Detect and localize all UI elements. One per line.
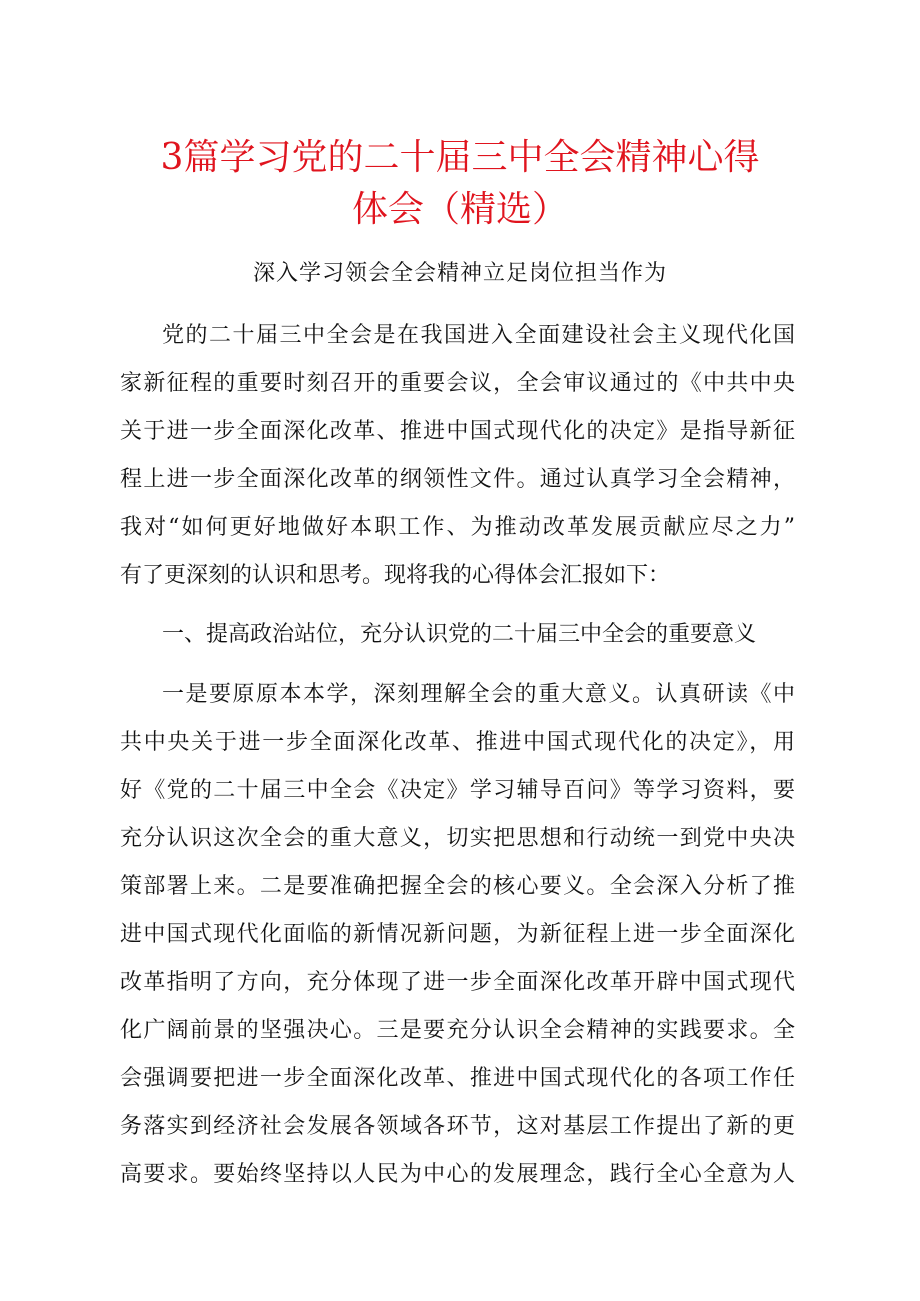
para2-line: 改革指明了方向，充分体现了进一步全面深化改革开辟中国式现代 (120, 970, 795, 995)
para1-line: 程上进一步全面深化改革的纲领性文件。通过认真学习全会精神， (120, 467, 795, 492)
para1-line: 有了更深刻的认识和思考。现将我的心得体会汇报如下： (120, 563, 671, 588)
para2-line: 化广阔前景的坚强决心。三是要充分认识全会精神的实践要求。全 (120, 1018, 795, 1043)
para1-line: 关于进一步全面深化改革、推进中国式现代化的决定》是指导新征 (120, 419, 795, 444)
para2-line: 充分认识这次全会的重大意义，切实把思想和行动统一到党中央决 (120, 826, 795, 851)
para2-line: 会强调要把进一步全面深化改革、推进中国式现代化的各项工作任 (120, 1066, 795, 1091)
document-title-line-1: 3篇学习党的二十届三中全会精神心得 (160, 137, 760, 178)
para2-line: 好《党的二十届三中全会《决定》学习辅导百问》等学习资料，要 (120, 778, 795, 803)
para2-line: 高要求。要始终坚持以人民为中心的发展理念，践行全心全意为人 (120, 1162, 795, 1187)
document-title-line-2: 体会（精选） (351, 189, 568, 230)
para1-line: 我对“如何更好地做好本职工作、为推动改革发展贡献应尽之力” (120, 515, 795, 540)
para2-line: 策部署上来。二是要准确把握全会的核心要义。全会深入分析了推 (120, 874, 795, 899)
para2-line: 一是要原原本本学，深刻理解全会的重大意义。认真研读《中 (162, 682, 795, 707)
para1-line: 党的二十届三中全会是在我国进入全面建设社会主义现代化国 (162, 323, 795, 348)
para2-line: 共中央关于进一步全面深化改革、推进中国式现代化的决定》，用 (120, 730, 795, 755)
article-subtitle: 深入学习领会全会精神立足岗位担当作为 (252, 261, 667, 286)
para2-line: 务落实到经济社会发展各领域各环节，这对基层工作提出了新的更 (120, 1114, 795, 1139)
section-heading-1: 一、提高政治站位，充分认识党的二十届三中全会的重要意义 (162, 622, 757, 647)
para2-line: 进中国式现代化面临的新情况新问题，为新征程上进一步全面深化 (120, 922, 795, 947)
para1-line: 家新征程的重要时刻召开的重要会议，全会审议通过的《中共中央 (120, 371, 795, 396)
